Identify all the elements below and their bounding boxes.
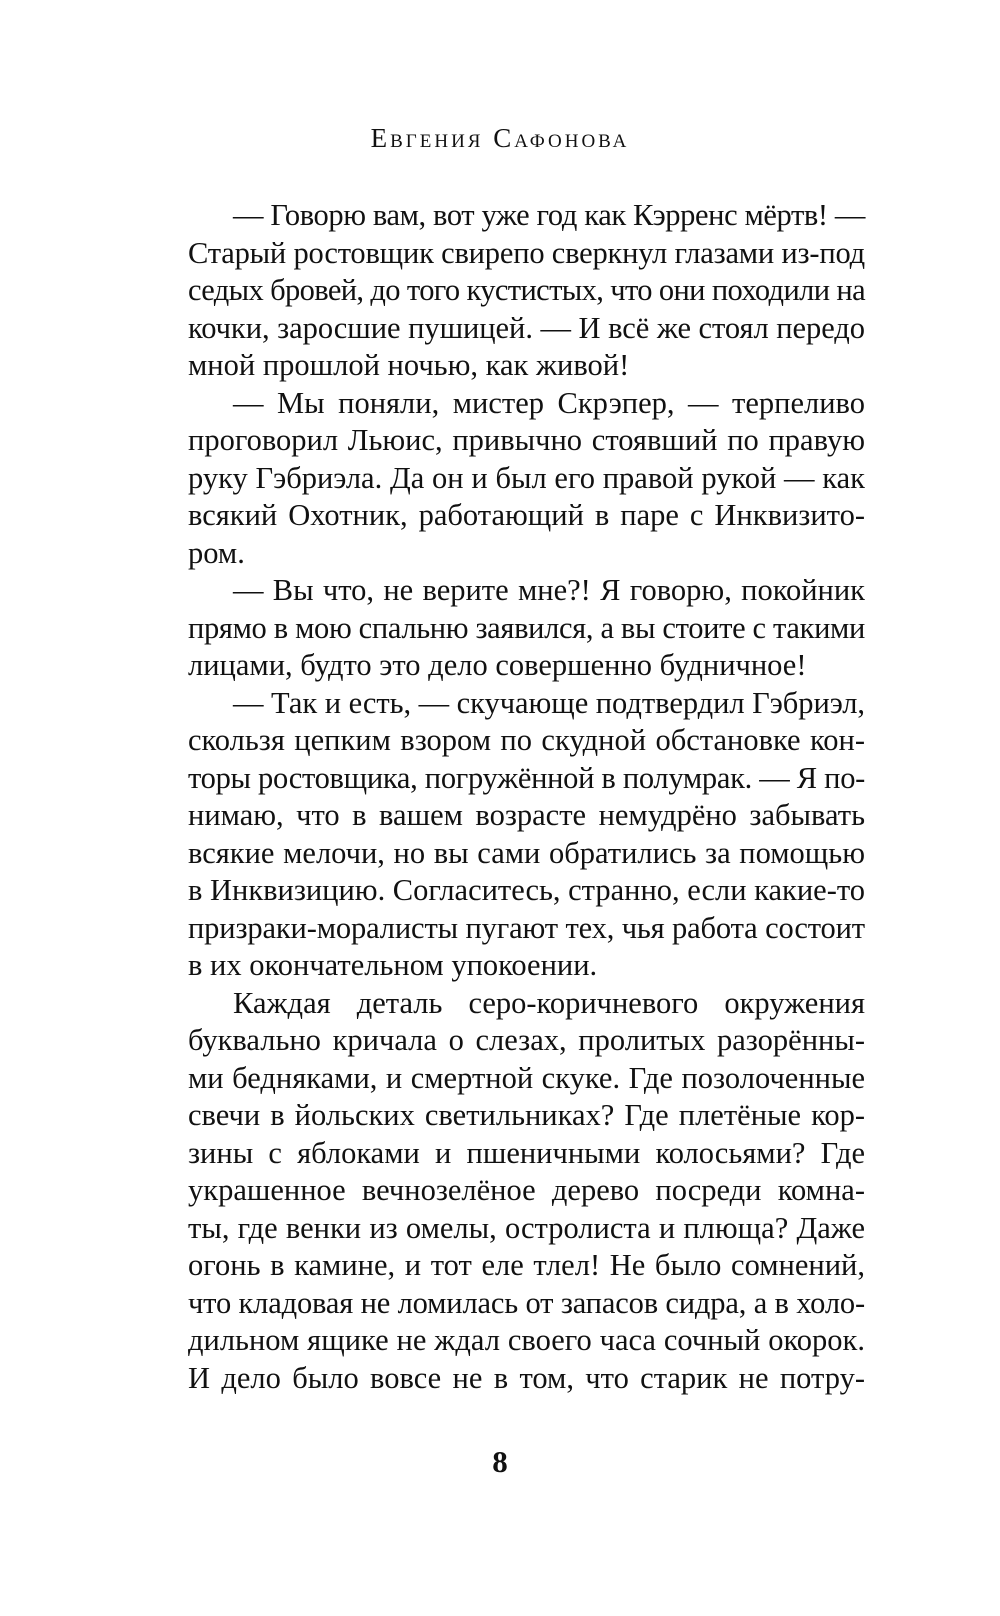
page-number: 8 bbox=[492, 1444, 508, 1479]
text-line: ми бедняками, и смертной скуке. Где позолоченные bbox=[188, 1060, 865, 1095]
text-line: кочки, заросшие пушицей. — И всё же стоял передо bbox=[188, 310, 865, 345]
text-line: нимаю, что в вашем возрасте немудрёно забывать bbox=[188, 798, 865, 832]
text-line: И дело было вовсе не в том, что старик не потру- bbox=[188, 1360, 865, 1395]
text-line: в Инквизицию. Согласитесь, странно, если какие-то bbox=[188, 873, 865, 907]
text-line: ром. bbox=[188, 535, 245, 570]
text-line: ты, где венки из омелы, остролиста и плюща? Даже bbox=[188, 1210, 865, 1245]
text-line: мной прошлой ночью, как живой! bbox=[188, 348, 630, 382]
text-line: — Мы поняли, мистер Скрэпер, — терпеливо bbox=[233, 385, 865, 420]
text-line: Старый ростовщик свирепо сверкнул глазами из-под bbox=[188, 235, 865, 270]
text-line: Каждая деталь серо-коричневого окружения bbox=[233, 985, 865, 1020]
text-line: — Так и есть, — скучающе подтвердил Гэбриэл, bbox=[233, 685, 865, 720]
text-line: седых бровей, до того кустистых, что они походили на bbox=[188, 273, 865, 307]
text-line: украшенное вечнозелёное дерево посреди комна- bbox=[188, 1173, 865, 1207]
text-line: всякий Охотник, работающий в паре с Инквизито- bbox=[188, 498, 865, 532]
text-line: торы ростовщика, погружённой в полумрак. — Я по- bbox=[188, 760, 865, 795]
text-line: огонь в камине, и тот еле тлел! Не было сомнений, bbox=[188, 1248, 865, 1282]
text-line: в их окончательном упокоении. bbox=[188, 948, 598, 982]
text-line: зины с яблоками и пшеничными колосьями? Где bbox=[188, 1135, 865, 1170]
text-line: прямо в мою спальню заявился, а вы стоите с такими bbox=[188, 610, 865, 645]
text-line: проговорил Льюис, привычно стоявший по правую bbox=[188, 423, 865, 457]
text-line: лицами, будто это дело совершенно будничное! bbox=[188, 648, 807, 682]
text-line: руку Гэбриэла. Да он и был его правой рукой — как bbox=[188, 460, 865, 495]
text-line: свечи в йольских светильниках? Где плетёные кор- bbox=[188, 1098, 865, 1132]
text-line: буквально кричала о слезах, пролитых разорённы- bbox=[188, 1023, 865, 1057]
text-line: что кладовая не ломилась от запасов сидра, а в холо- bbox=[188, 1285, 865, 1320]
text-line: всякие мелочи, но вы сами обратились за помощью bbox=[188, 835, 865, 870]
text-line: — Говорю вам, вот уже год как Кэрренс мёртв! — bbox=[233, 198, 865, 232]
body-text bbox=[188, 197, 865, 1397]
text-line: дильном ящике не ждал своего часа сочный окорок. bbox=[188, 1323, 865, 1357]
running-head: Евгения Сафонова bbox=[370, 123, 630, 153]
text-line: скользя цепким взором по скудной обстановке кон- bbox=[188, 723, 865, 757]
text-line: — Вы что, не верите мне?! Я говорю, покойник bbox=[233, 573, 865, 607]
text-line: призраки-моралисты пугают тех, чья работа состоит bbox=[188, 910, 865, 945]
